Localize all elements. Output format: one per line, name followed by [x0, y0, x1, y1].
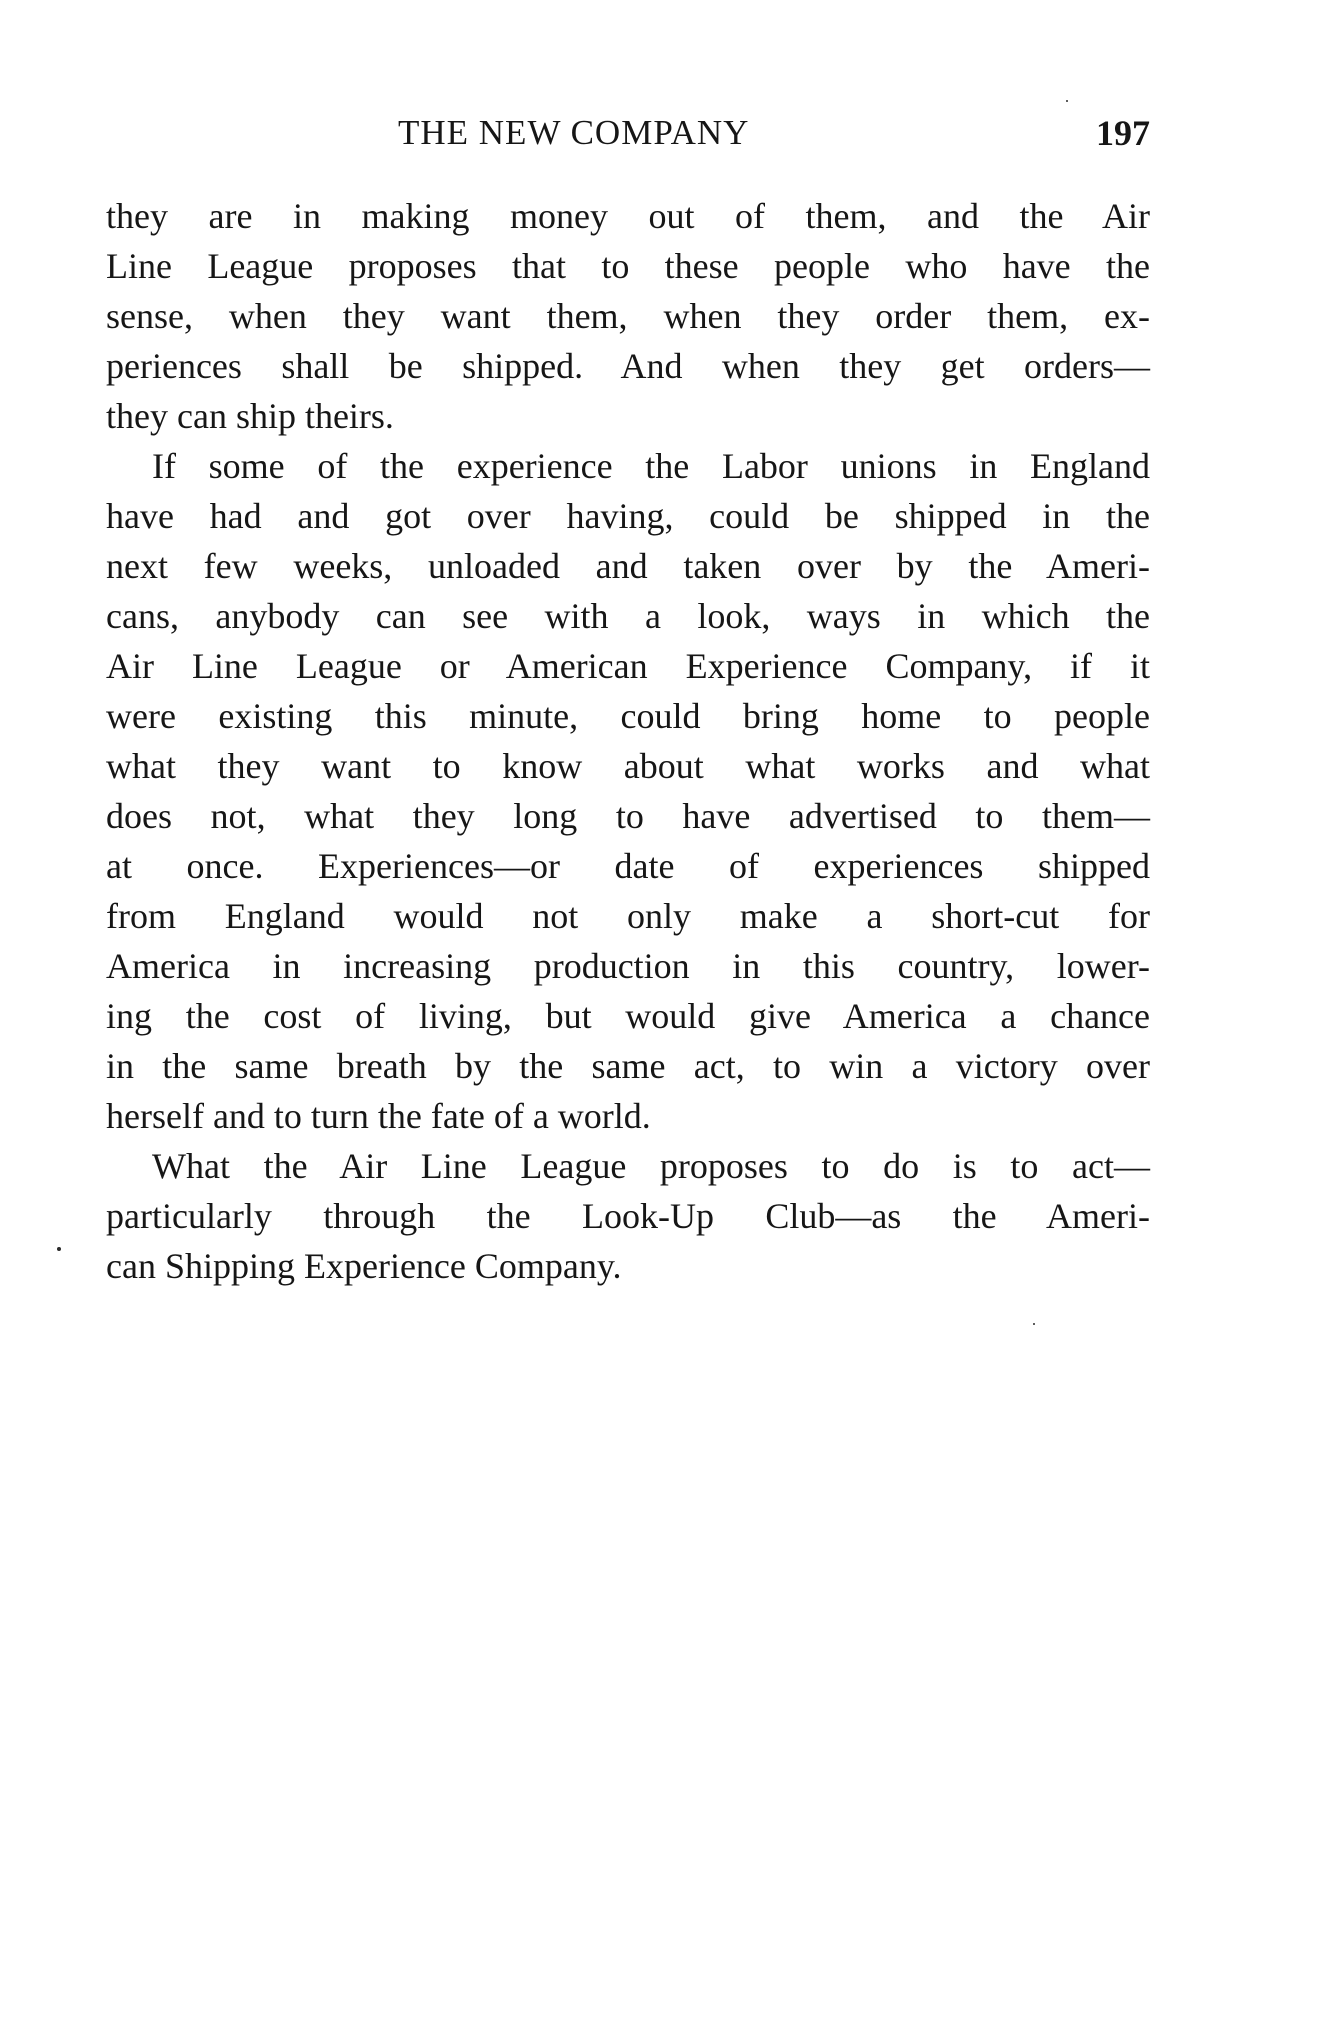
text-line: can Shipping Experience Company.	[106, 1246, 622, 1286]
text-line: were existing this minute, could bring home to people	[106, 696, 1150, 736]
running-head	[106, 108, 1150, 158]
text-line: herself and to turn the fate of a world.	[106, 1096, 651, 1136]
text-line: cans, anybody can see with a look, ways in which the	[106, 596, 1150, 636]
text-line: they are in making money out of them, and the Air	[106, 196, 1150, 236]
text-line: What the Air Line League proposes to do is to act—	[152, 1146, 1150, 1186]
text-line: If some of the experience the Labor unions in England	[152, 446, 1150, 486]
text-line: periences shall be shipped. And when they get orders—	[106, 346, 1150, 386]
text-line: from England would not only make a short-cut for	[106, 896, 1150, 936]
text-line: particularly through the Look-Up Club—as the Ameri-	[106, 1196, 1150, 1236]
paragraph-3	[106, 1141, 1150, 1291]
text-line: does not, what they long to have advertised to them—	[106, 796, 1150, 836]
text-line: what they want to know about what works and what	[106, 746, 1150, 786]
print-speck	[1066, 100, 1068, 102]
print-speck	[1033, 1323, 1035, 1325]
text-line: sense, when they want them, when they order them, ex-	[106, 296, 1150, 336]
text-line: ing the cost of living, but would give America a chance	[106, 996, 1150, 1036]
text-line: Line League proposes that to these people who have the	[106, 246, 1150, 286]
running-title: THE NEW COMPANY	[398, 113, 750, 152]
text-line: have had and got over having, could be shipped in the	[106, 496, 1150, 536]
paragraph-1	[106, 191, 1150, 441]
text-line: in the same breath by the same act, to win a victory over	[106, 1046, 1150, 1086]
text-line: America in increasing production in this country, lower-	[106, 946, 1150, 986]
paragraph-2	[106, 441, 1150, 1141]
text-line: at once. Experiences—or date of experiences shipped	[106, 846, 1150, 886]
text-line: next few weeks, unloaded and taken over by the Ameri-	[106, 546, 1150, 586]
print-speck	[57, 1247, 61, 1251]
body-text	[106, 191, 1150, 1291]
text-line: they can ship theirs.	[106, 396, 394, 436]
page-number: 197	[1096, 113, 1150, 153]
text-line: Air Line League or American Experience Company, if it	[106, 646, 1150, 686]
